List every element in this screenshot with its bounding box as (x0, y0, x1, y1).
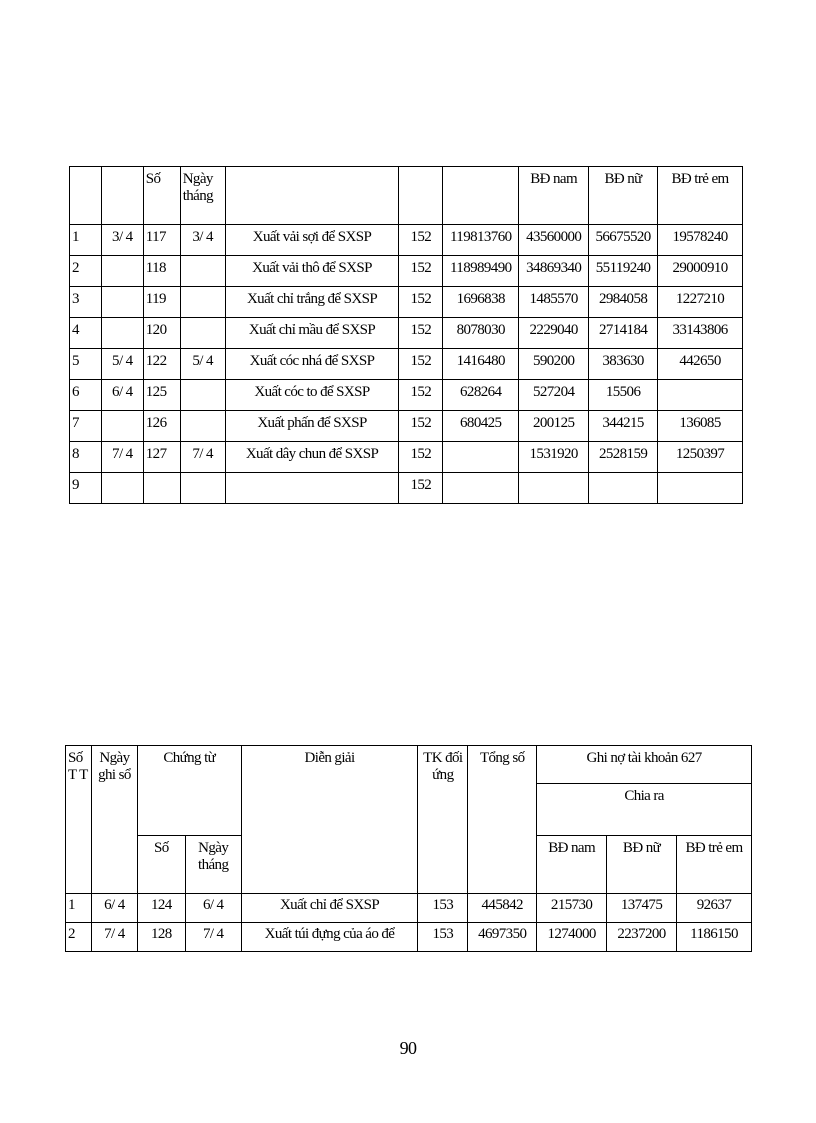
cell-bd-nam: 43560000 (519, 225, 589, 256)
cell-bd-nu: 56675520 (589, 225, 658, 256)
cell-dien-giai: Xuất cóc nhá để SXSP (225, 349, 399, 380)
cell-bd-nam: 200125 (519, 411, 589, 442)
cell-dien-giai (225, 473, 399, 504)
cell-stt: 3 (70, 287, 102, 318)
cell-bd-tre-em (658, 380, 743, 411)
cell-bd-nu: 55119240 (589, 256, 658, 287)
cell-so: 126 (143, 411, 180, 442)
cell-dien-giai: Xuất chỉ mầu để SXSP (225, 318, 399, 349)
header-tk-doi-ung: TK đối ứng (418, 746, 468, 894)
cell-so (143, 473, 180, 504)
cell-bd-nam (519, 473, 589, 504)
cell-tk: 152 (399, 225, 443, 256)
cell-tong-so: 628264 (443, 380, 519, 411)
header-so: Số (137, 836, 185, 894)
table-header-row (66, 746, 752, 784)
cell-so: 128 (137, 923, 185, 952)
cell-tong-so: 680425 (443, 411, 519, 442)
cell-tong-so: 445842 (468, 894, 537, 923)
cell-stt: 1 (66, 894, 92, 923)
table-row (70, 256, 743, 287)
cell-bd-tre-em: 1250397 (658, 442, 743, 473)
cell-so: 127 (143, 442, 180, 473)
header-chia-ra: Chia ra (537, 784, 752, 836)
cell-dien-giai: Xuất chỉ để SXSP (241, 894, 418, 923)
header-dien-giai (225, 167, 399, 225)
cell-bd-tre-em: 19578240 (658, 225, 743, 256)
header-so-tt: Số T T (66, 746, 92, 894)
materials-table (69, 166, 743, 504)
cell-stt: 2 (70, 256, 102, 287)
tools-table (65, 745, 752, 952)
header-tong-so (443, 167, 519, 225)
cell-bd-nu: 344215 (589, 411, 658, 442)
cell-so: 125 (143, 380, 180, 411)
cell-stt: 4 (70, 318, 102, 349)
header-chung-tu: Chứng từ (137, 746, 241, 836)
table-row (70, 442, 743, 473)
cell-tk: 152 (399, 256, 443, 287)
table-row (70, 473, 743, 504)
cell-bd-nu: 2714184 (589, 318, 658, 349)
table-header-row (70, 167, 743, 225)
header-ngay-thang: Ngày tháng (185, 836, 241, 894)
table-row (70, 318, 743, 349)
cell-so: 119 (143, 287, 180, 318)
cell-ngay-ghi-so: 7/ 4 (101, 442, 143, 473)
table-row (66, 923, 752, 952)
cell-tong-so: 4697350 (468, 923, 537, 952)
cell-tk: 152 (399, 473, 443, 504)
cell-bd-nu: 383630 (589, 349, 658, 380)
cell-ngay-thang: 6/ 4 (185, 894, 241, 923)
cell-bd-tre-em: 29000910 (658, 256, 743, 287)
cell-tong-so: 1416480 (443, 349, 519, 380)
cell-stt: 9 (70, 473, 102, 504)
cell-bd-nam: 1274000 (537, 923, 607, 952)
page-number: 90 (399, 1038, 417, 1058)
cell-ngay-thang (180, 411, 225, 442)
cell-ngay-ghi-so (101, 287, 143, 318)
cell-dien-giai: Xuất túi đựng của áo để (241, 923, 418, 952)
header-bd-nam: BĐ nam (537, 836, 607, 894)
header-bd-nam: BĐ nam (519, 167, 589, 225)
cell-so: 120 (143, 318, 180, 349)
table-row (70, 380, 743, 411)
cell-ngay-ghi-so (101, 256, 143, 287)
header-dien-giai: Diễn giải (241, 746, 418, 894)
cell-bd-tre-em (658, 473, 743, 504)
cell-bd-nu: 137475 (607, 894, 677, 923)
cell-ngay-thang (180, 473, 225, 504)
cell-bd-nam: 34869340 (519, 256, 589, 287)
cell-stt: 5 (70, 349, 102, 380)
header-ngay-thang: Ngày tháng (180, 167, 225, 225)
cell-ngay-ghi-so (101, 473, 143, 504)
cell-bd-tre-em: 33143806 (658, 318, 743, 349)
cell-ngay-thang (180, 380, 225, 411)
cell-tong-so (443, 473, 519, 504)
cell-tk: 153 (418, 894, 468, 923)
header-tk (399, 167, 443, 225)
table-row (66, 894, 752, 923)
table-row (70, 287, 743, 318)
cell-ngay-ghi-so: 3/ 4 (101, 225, 143, 256)
header-bd-nu: BĐ nữ (589, 167, 658, 225)
cell-bd-tre-em: 136085 (658, 411, 743, 442)
header-so: Số (143, 167, 180, 225)
cell-stt: 7 (70, 411, 102, 442)
cell-dien-giai: Xuất phấn để SXSP (225, 411, 399, 442)
cell-dien-giai: Xuất cóc to để SXSP (225, 380, 399, 411)
cell-ngay-thang (180, 256, 225, 287)
cell-tk: 152 (399, 411, 443, 442)
header-stt (70, 167, 102, 225)
cell-tk: 152 (399, 287, 443, 318)
cell-tong-so (443, 442, 519, 473)
cell-stt: 8 (70, 442, 102, 473)
cell-dien-giai: Xuất vải sợi để SXSP (225, 225, 399, 256)
cell-ngay-ghi-so: 6/ 4 (101, 380, 143, 411)
cell-ngay-thang: 7/ 4 (180, 442, 225, 473)
cell-ngay-thang (180, 318, 225, 349)
cell-so: 117 (143, 225, 180, 256)
cell-dien-giai: Xuất vải thô để SXSP (225, 256, 399, 287)
cell-so: 118 (143, 256, 180, 287)
cell-stt: 1 (70, 225, 102, 256)
cell-tong-so: 118989490 (443, 256, 519, 287)
cell-bd-nam: 215730 (537, 894, 607, 923)
header-bd-nu: BĐ nữ (607, 836, 677, 894)
cell-so: 124 (137, 894, 185, 923)
cell-stt: 6 (70, 380, 102, 411)
cell-ngay-ghi-so: 6/ 4 (91, 894, 137, 923)
cell-tk: 152 (399, 318, 443, 349)
header-tong-so: Tổng số (468, 746, 537, 894)
cell-ngay-thang: 7/ 4 (185, 923, 241, 952)
cell-bd-nam: 590200 (519, 349, 589, 380)
table-row (70, 411, 743, 442)
table-row (70, 225, 743, 256)
cell-ngay-thang: 3/ 4 (180, 225, 225, 256)
cell-ngay-ghi-so: 7/ 4 (91, 923, 137, 952)
cell-bd-nu (589, 473, 658, 504)
cell-bd-tre-em: 442650 (658, 349, 743, 380)
cell-bd-nam: 1485570 (519, 287, 589, 318)
cell-ngay-thang (180, 287, 225, 318)
cell-tk: 153 (418, 923, 468, 952)
cell-ngay-ghi-so: 5/ 4 (101, 349, 143, 380)
cell-bd-nu: 2237200 (607, 923, 677, 952)
cell-bd-nam: 2229040 (519, 318, 589, 349)
cell-tong-so: 8078030 (443, 318, 519, 349)
header-ngay-ghi-so (101, 167, 143, 225)
cell-ngay-ghi-so (101, 411, 143, 442)
cell-bd-nu: 2528159 (589, 442, 658, 473)
cell-dien-giai: Xuất dây chun để SXSP (225, 442, 399, 473)
header-bd-tre-em: BĐ trẻ em (676, 836, 751, 894)
header-ngay-ghi-so: Ngày ghi sổ (91, 746, 137, 894)
cell-tong-so: 119813760 (443, 225, 519, 256)
cell-dien-giai: Xuất chỉ trắng để SXSP (225, 287, 399, 318)
cell-tk: 152 (399, 442, 443, 473)
header-ghi-no: Ghi nợ tài khoản 627 (537, 746, 752, 784)
cell-bd-nam: 1531920 (519, 442, 589, 473)
cell-bd-tre-em: 92637 (676, 894, 751, 923)
cell-stt: 2 (66, 923, 92, 952)
cell-tong-so: 1696838 (443, 287, 519, 318)
cell-ngay-thang: 5/ 4 (180, 349, 225, 380)
table-row (70, 349, 743, 380)
cell-bd-tre-em: 1227210 (658, 287, 743, 318)
cell-ngay-ghi-so (101, 318, 143, 349)
cell-bd-nu: 15506 (589, 380, 658, 411)
cell-bd-tre-em: 1186150 (676, 923, 751, 952)
cell-tk: 152 (399, 380, 443, 411)
cell-bd-nu: 2984058 (589, 287, 658, 318)
cell-bd-nam: 527204 (519, 380, 589, 411)
cell-so: 122 (143, 349, 180, 380)
cell-tk: 152 (399, 349, 443, 380)
header-bd-tre-em: BĐ trẻ em (658, 167, 743, 225)
